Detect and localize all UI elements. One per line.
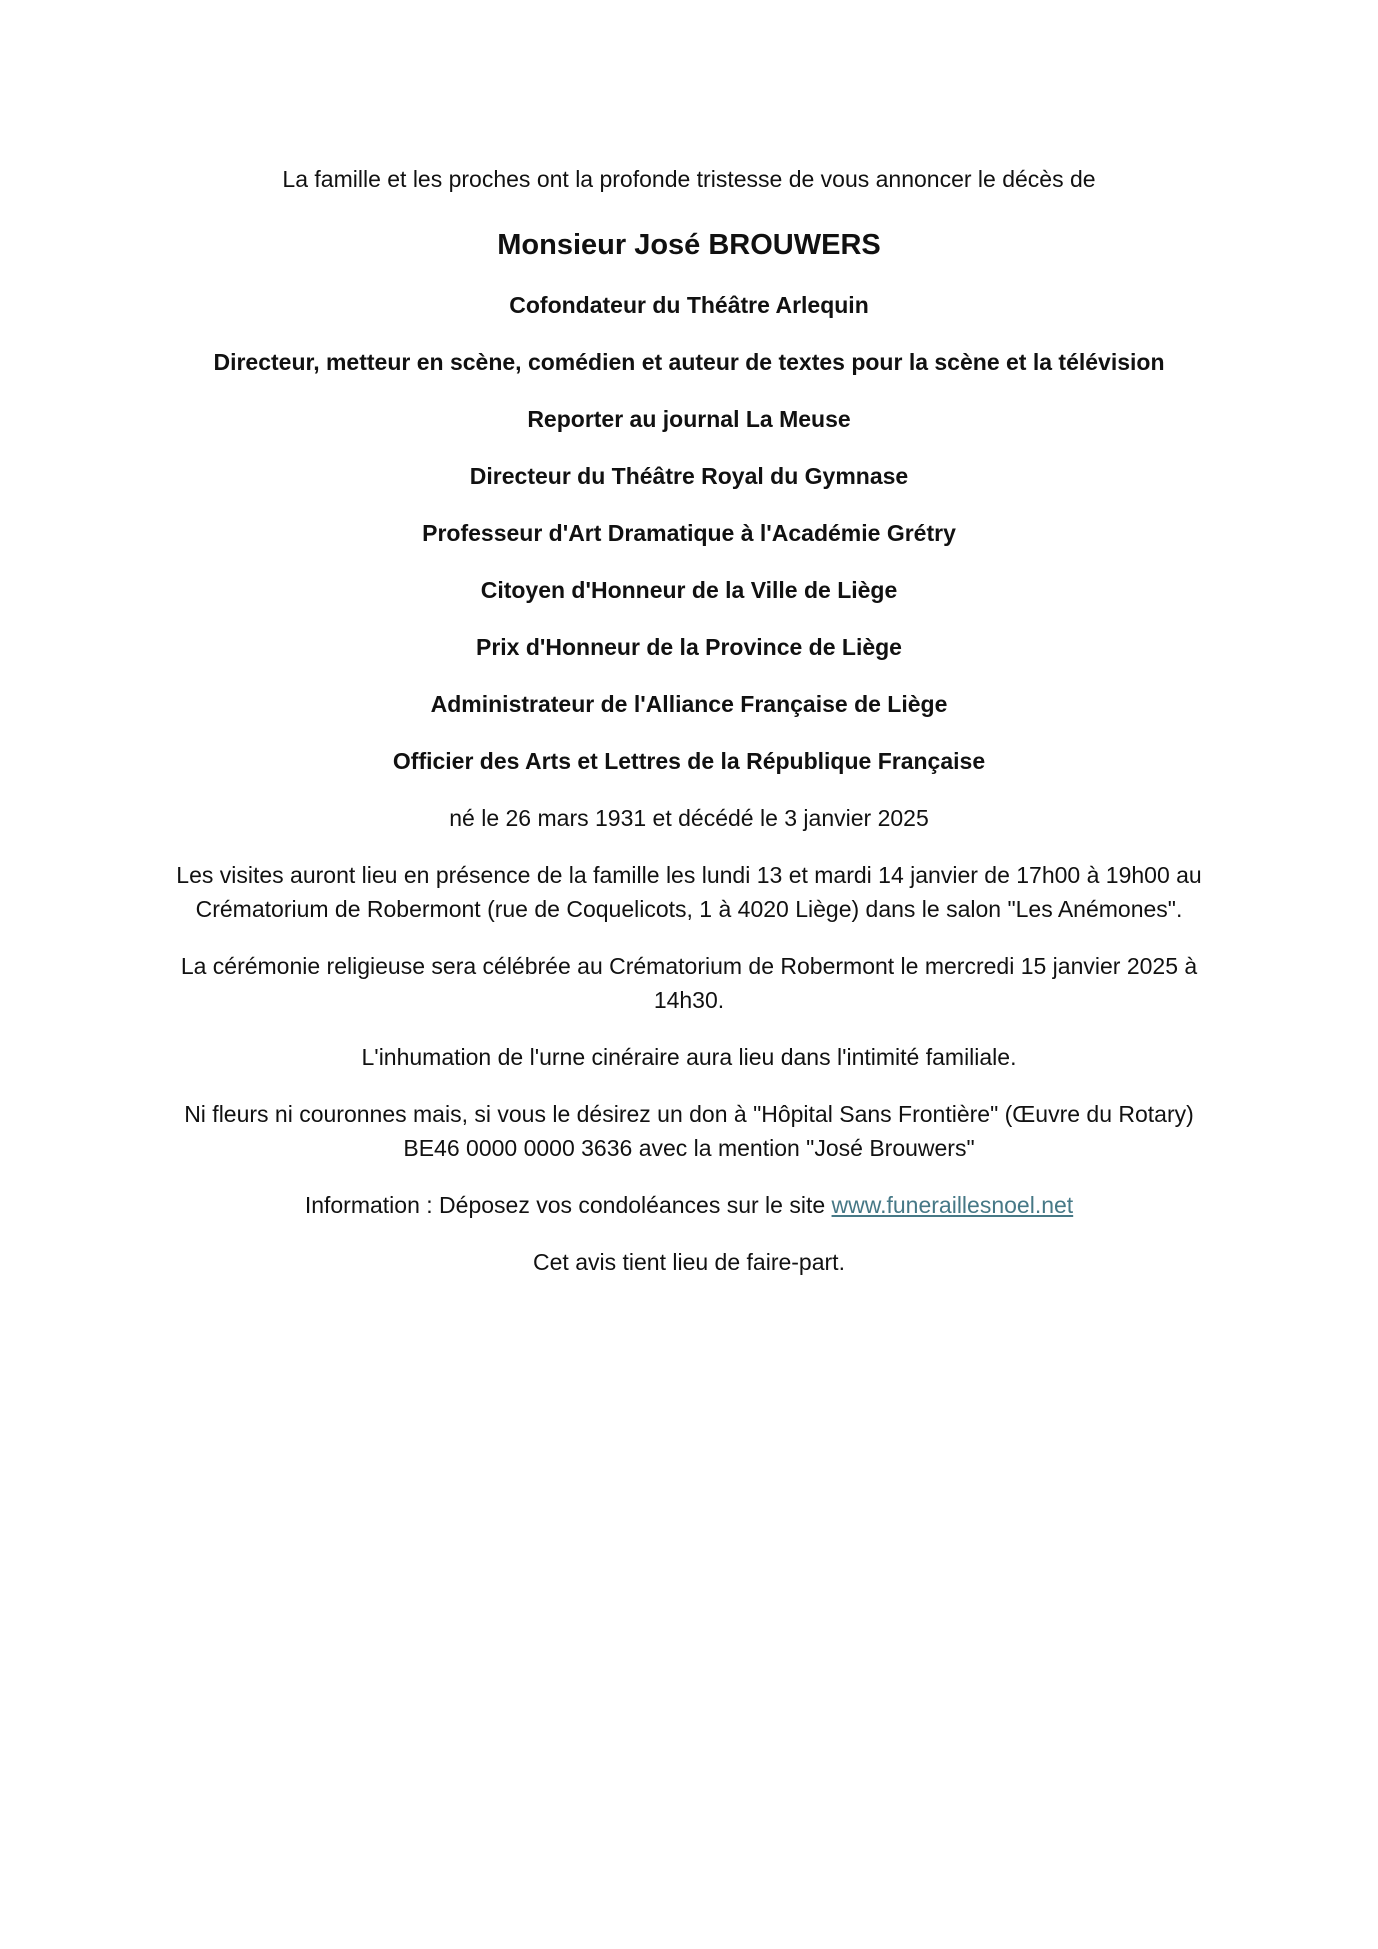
closing-line: Cet avis tient lieu de faire-part. [533, 1249, 845, 1275]
condolences-website-link[interactable]: www.funeraillesnoel.net [831, 1192, 1074, 1218]
burial-paragraph: L'inhumation de l'urne cinéraire aura lieu dans l'intimité familiale. [361, 1044, 1017, 1070]
title-line: Directeur du Théâtre Royal du Gymnase [469, 463, 909, 489]
title-line: Officier des Arts et Lettres de la République Française [392, 748, 986, 774]
title-line: Administrateur de l'Alliance Française de Liège [430, 691, 948, 717]
visits-paragraph: Les visites auront lieu en présence de la famille les lundi 13 et mardi 14 janvier de 17h00 à 19h00 au Crématorium de Robermont (rue de Coquelicots, 1 à 4020 Liège) dans le salon "Les Anémones". [176, 862, 1202, 922]
notice-intro: La famille et les proches ont la profonde tristesse de vous annoncer le décès de [282, 166, 1096, 192]
title-line: Directeur, metteur en scène, comédien et auteur de textes pour la scène et la télévision [213, 349, 1165, 375]
birth-death-dates: né le 26 mars 1931 et décédé le 3 janvier 2025 [449, 805, 929, 831]
information-paragraph [170, 1188, 1208, 1222]
title-line: Prix d'Honneur de la Province de Liège [476, 634, 902, 660]
ceremony-paragraph: La cérémonie religieuse sera célébrée au Crématorium de Robermont le mercredi 15 janvier 2025 à 14h30. [180, 953, 1198, 1013]
title-line: Reporter au journal La Meuse [527, 406, 851, 432]
title-line: Citoyen d'Honneur de la Ville de Liège [480, 577, 898, 603]
title-line: Professeur d'Art Dramatique à l'Académie Grétry [422, 520, 956, 546]
donation-paragraph: Ni fleurs ni couronnes mais, si vous le désirez un don à "Hôpital Sans Frontière" (Œuvre du Rotary) BE46 0000 0000 3636 avec la mention "José Brouwers" [184, 1101, 1194, 1161]
information-text: Information : Déposez vos condoléances sur le site [304, 1192, 832, 1218]
title-line: Cofondateur du Théâtre Arlequin [509, 292, 869, 318]
funeral-notice [170, 162, 1208, 1297]
deceased-name: Monsieur José BROUWERS [497, 229, 881, 261]
